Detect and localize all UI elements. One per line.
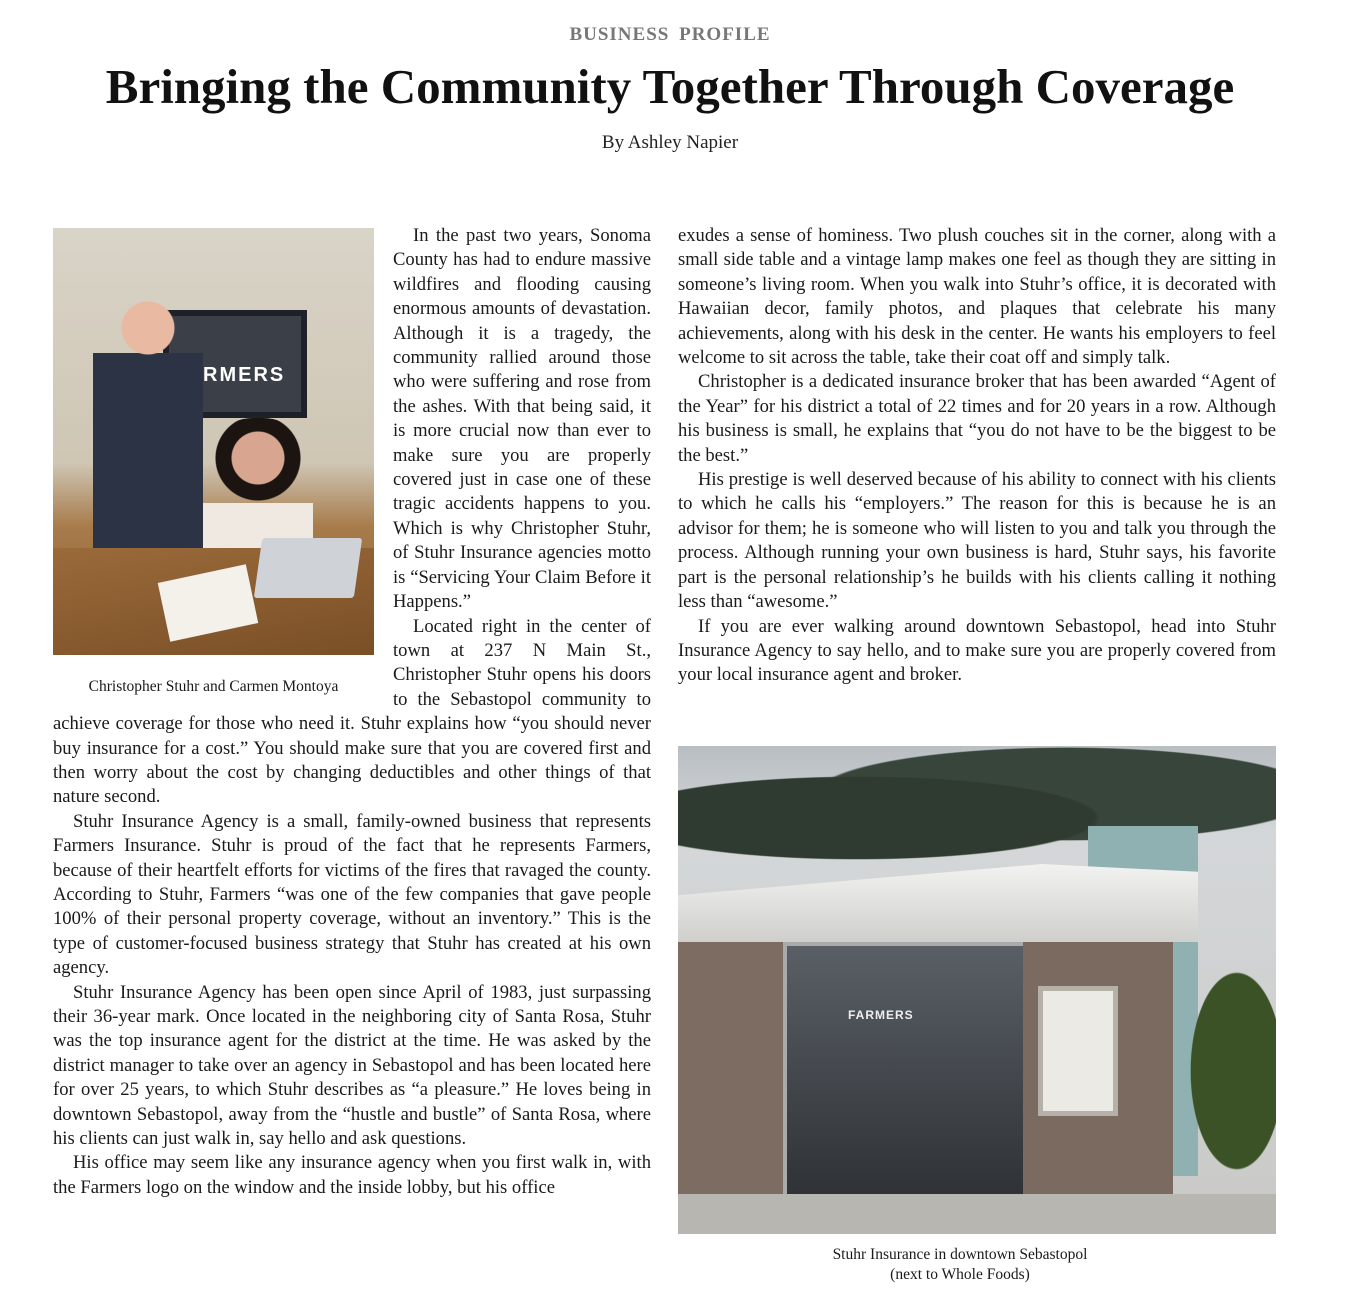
article-paragraph: Located right in the center of town at 237 N Main St., Christopher Stuhr opens his doors to the Sebastopol community to achieve coverage for those who need it. Stuhr explains how “you should never buy insurance for a cost.” You should make sure that you are covered first and then worry about the cost by changing deductibles and other things of that nature second.	[53, 615, 651, 808]
article-paragraph: If you are ever walking around downtown Sebastopol, head into Stuhr Insurance Agency to say hello, and to make sure you are properly covered from your local insurance agent and broker.	[678, 615, 1276, 686]
sidewalk	[678, 1194, 1276, 1234]
storefront-photo	[678, 746, 1276, 1234]
bush	[1178, 946, 1276, 1196]
right-column	[678, 224, 1276, 688]
storefront-window	[783, 942, 1031, 1202]
article-paragraph: Stuhr Insurance Agency has been open since April of 1983, just surpassing their 36-year mark. Once located in the neighboring city of Santa Rosa, Stuhr was the top insurance agent for the district at the time. He was asked by the district manager to take over an agency in Sebastopol and has been located here for over 25 years, to which Stuhr describes as “a pleasure.” He loves being in downtown Sebastopol, away from the “hustle and bustle” of Santa Rosa, where his clients can just walk in, say hello and ask questions.	[53, 981, 651, 1150]
photo-caption: Christopher Stuhr and Carmen Montoya	[88, 678, 339, 695]
photo-office-figure	[53, 228, 393, 708]
notice-board	[1038, 986, 1118, 1116]
section-label: BUSINESS PROFILE	[569, 24, 771, 45]
office-photo	[53, 228, 374, 655]
article-paragraph: Christopher is a dedicated insurance broker that has been awarded “Agent of the Year” for his district a total of 22 times and for 20 years in a row. Although his business is small, he explains that “you do not have to be the biggest to be the best.”	[678, 371, 1276, 466]
caption-line: (next to Whole Foods)	[890, 1266, 1030, 1283]
caption-line: Stuhr Insurance in downtown Sebastopol	[832, 1246, 1088, 1263]
brick-wall	[678, 942, 783, 1194]
door-logo-text: FARMERS	[848, 1008, 914, 1022]
byline: By Ashley Napier	[601, 132, 739, 153]
article-paragraph: In the past two years, Sonoma County has had to endure massive wildfires and flooding causing enormous amounts of devastation. Although it is a tragedy, the community rallied around those who were suffering and rose from the ashes. With that being said, it is more crucial now than ever to make sure you are properly covered just in case one of these tragic accidents happens to you. Which is why Christopher Stuhr, of Stuhr Insurance agencies motto is “Servicing Your Claim Before it Happens.”	[393, 225, 651, 613]
article-paragraph: exudes a sense of hominess. Two plush couches sit in the corner, along with a small side table and a vintage lamp makes one feel as though they are sitting in someone’s living room. When you walk into Stuhr’s office, it is decorated with Hawaiian decor, family photos, and plaques that celebrate his many achievements, along with his desk in the center. He wants his employers to feel welcome to sit across the table, take their coat off and simply talk.	[678, 225, 1276, 369]
article-paragraph: Stuhr Insurance Agency is a small, family-owned business that represents Farmers Insurance. Stuhr is proud of the fact that he represents Farmers, because of their heartfelt efforts for victims of the fires that ravaged the county. According to Stuhr, Farmers “was one of the few companies that gave people 100% of their personal property coverage, without an inventory.” This is the type of customer-focused business strategy that Stuhr has created at his own agency.	[53, 810, 651, 979]
laptop	[254, 538, 362, 598]
awning	[678, 864, 1198, 942]
article-paragraph: His prestige is well deserved because of his ability to connect with his clients to which he calls his “employers.” The reason for this is because he is an advisor for them; he is someone who will listen to you and talk you through the process. Although running your own business is hard, Stuhr says, his favorite part is the personal relationship’s he builds with his clients calling it nothing less than “awesome.”	[678, 469, 1276, 613]
photo-caption	[678, 1245, 1242, 1285]
left-column	[53, 224, 651, 1200]
article-paragraph: His office may seem like any insurance agency when you first walk in, with the Farmers logo on the window and the inside lobby, but his office	[53, 1152, 651, 1198]
headline: Bringing the Community Together Through Coverage	[105, 59, 1235, 114]
wall-sign-text: RMERS	[203, 364, 286, 386]
